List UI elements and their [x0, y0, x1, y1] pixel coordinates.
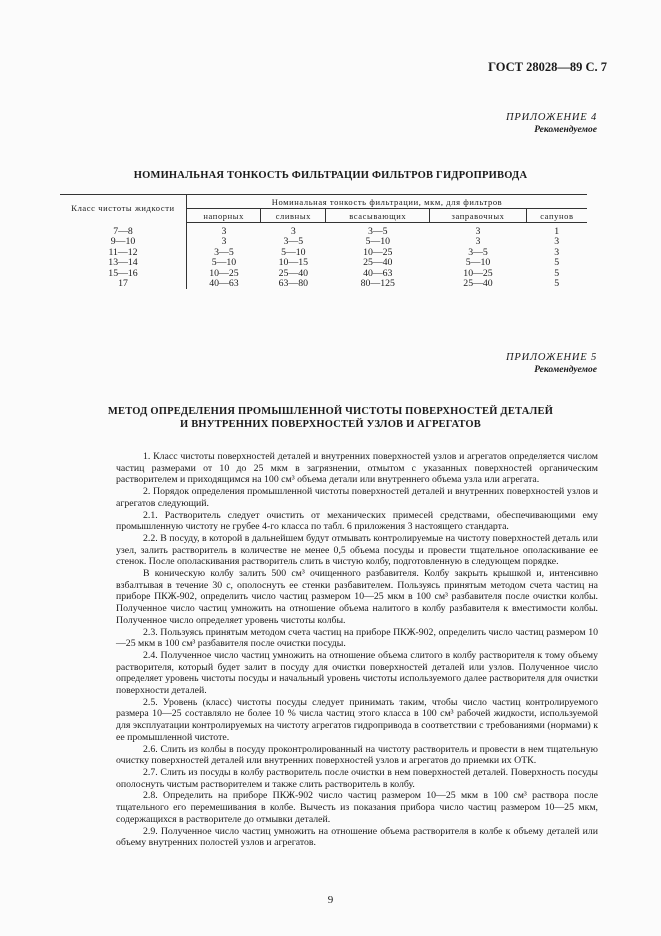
paragraph: 2.4. Полученное число частиц умножить на отношение объема слитого в колбу растворителя к тому объему растворителя, который будет залит в посуду для очистки поверхностей деталей или узлов. Полученное число определяет уровень чистоты посуды и начальный уровень чистоты используемого далее растворителя для очистки поверхности деталей.	[116, 649, 598, 697]
table-cell: 5—10	[211, 257, 237, 269]
paragraph: В коническую колбу залить 500 см³ очищенного разбавителя. Колбу закрыть крышкой и, интенсивно взбалтывая в течение 30 с, ополоснуть ее стенки разбавителем. Пользуясь принятым методом счета частиц на приборе ПКЖ-902, определить число частиц размером 10—25 мкм в 100 см³ разбавителя после очистки колбы. Полученное число частиц умножить на отношение объема налитого в колбу разбавителя к вместимости колбы. Полученное число определяет уровень чистоты колбы.	[116, 568, 598, 626]
table-cell: 3—5	[367, 226, 388, 237]
paragraph: 2.6. Слить из колбы в посуду проконтролированный на чистоту растворитель и провести в нем тщательную очистку поверхностей деталей или внутренних поверхностей узлов и агрегатов до приемки их ОТК.	[116, 743, 598, 767]
table-row	[60, 223, 587, 238]
page-number: 9	[327, 894, 334, 906]
table-cell: 40—63	[209, 278, 239, 290]
table-row	[60, 258, 587, 268]
paragraph: 2.2. В посуду, в которой в дальнейшем будут отмывать контролируемые на чистоту поверхностей деталь или узел, залить растворитель в количестве не менее 0,5 объема посуды и провести тщательное ополаскивание ее стенок. После ополаскивания растворитель слить в чистую колбу, подготовленную в следующем порядке.	[116, 532, 598, 568]
table-cell: 9—10	[60, 237, 187, 247]
table-row	[60, 279, 587, 289]
table-cell: 13—14	[60, 258, 187, 268]
column-header: сапунов	[526, 209, 587, 223]
table-cell: 10—25	[209, 267, 239, 279]
method-title-line-1: МЕТОД ОПРЕДЕЛЕНИЯ ПРОМЫШЛЕННОЙ ЧИСТОТЫ ПОВЕРХНОСТЕЙ ДЕТАЛЕЙ	[107, 406, 554, 417]
table-cell: 5	[554, 278, 560, 290]
filtration-group-header: Номинальная тонкость фильтрации, мкм, для фильтров	[187, 195, 588, 209]
table-title: НОМИНАЛЬНАЯ ТОНКОСТЬ ФИЛЬТРАЦИИ ФИЛЬТРОВ ГИДРОПРИВОДА	[133, 170, 528, 181]
table-cell: 17	[60, 279, 187, 289]
table-cell: 25—40	[463, 278, 493, 290]
table-cell: 5—10	[365, 236, 390, 248]
appendix-5-title: ПРИЛОЖЕНИЕ 5	[506, 352, 597, 363]
paragraph: 2.3. Пользуясь принятым методом счета частиц на приборе ПКЖ-902, определить число частиц размером 10—25 мкм в 100 см³ разбавителя после очистки посуды.	[116, 626, 598, 650]
column-header: всасывающих	[326, 209, 430, 223]
table-cell: 3	[221, 236, 227, 248]
appendix-4-note: Рекомендуемое	[534, 125, 597, 135]
table-cell: 25—40	[278, 267, 309, 279]
table-cell: 3	[475, 236, 481, 248]
column-header: заправочных	[430, 209, 527, 223]
table-cell: 3—5	[283, 236, 304, 248]
paragraph: 2.7. Слить из посуды в колбу растворитель после очистки в нем поверхностей деталей. Поверхность посуды ополоснуть чистым растворителем и также слить растворитель в колбу.	[116, 766, 598, 790]
method-body	[116, 451, 598, 849]
table-cell: 5	[554, 257, 560, 269]
column-header: напорных	[187, 209, 261, 223]
table-cell: 10—25	[463, 267, 493, 279]
paragraph: 2.5. Уровень (класс) чистоты посуды следует принимать таким, чтобы число частиц контролируемого размера 10—25 составляло не более 10 % числа частиц этого класса в 100 см³ рабочей жидкости, используемой для эксплуатации контролируемых на чистоту агрегатов гидропривода в соответствии с требованиями (нормами) к ее промышленной чистоте.	[116, 696, 598, 743]
appendix-5-note: Рекомендуемое	[534, 365, 597, 375]
table-cell: 3	[221, 226, 227, 237]
table-cell: 80—125	[360, 278, 395, 290]
paragraph: 2.9. Полученное число частиц умножить на отношение объема растворителя в колбе к объему деталей или объему внутренних полостей узлов и агрегатов.	[116, 825, 598, 849]
appendix-4-title: ПРИЛОЖЕНИЕ 4	[506, 112, 597, 123]
filtration-table	[60, 194, 587, 289]
table-cell: 1	[554, 226, 560, 237]
appendix-5-label	[506, 352, 597, 376]
paragraph: 1. Класс чистоты поверхностей деталей и внутренних поверхностей узлов и агрегатов определяется числом частиц размерами от 10 до 25 мкм в загрязнении, отмытом с указанных поверхностей органическим растворителем и приходящимся на 100 см³ объема детали или внутреннего объема узла или агрегата.	[116, 451, 598, 486]
table-cell: 25—40	[363, 257, 393, 269]
table-cell: 3	[554, 246, 560, 258]
table-cell: 3—5	[468, 246, 488, 258]
table-row	[60, 248, 587, 258]
appendix-4-label	[506, 112, 597, 136]
table-cell: 11—12	[60, 248, 187, 258]
table-cell: 5	[554, 267, 560, 279]
table-cell: 5—10	[465, 257, 491, 269]
document-header: ГОСТ 28028—89 С. 7	[488, 60, 607, 74]
column-header: сливных	[261, 209, 326, 223]
table-cell: 3	[290, 226, 296, 237]
paragraph: 2.1. Растворитель следует очистить от механических примесей средствами, обеспечивающими ему промышленную чистоту не грубее 4-го класса по табл. 6 приложения 3 настоящего стандарта.	[116, 509, 598, 533]
table-cell: 3	[475, 226, 481, 237]
paragraph: 2.8. Определить на приборе ПКЖ-902 число частиц размером 10—25 мкм в 100 см³ раствора после тщательного его перемешивания в колбе. Вычесть из показания прибора число частиц размером 10—25 мкм, содержащихся в растворителе до отмывки деталей.	[116, 790, 598, 825]
class-column-header: Класс чистоты жидкости	[60, 195, 187, 223]
table-row	[60, 237, 587, 247]
table-cell: 63—80	[278, 278, 309, 290]
table-cell: 5—10	[281, 246, 306, 258]
method-title-line-2: И ВНУТРЕННИХ ПОВЕРХНОСТЕЙ УЗЛОВ И АГРЕГАТОВ	[180, 419, 481, 430]
table-cell: 3	[554, 236, 560, 248]
table-cell: 10—15	[278, 257, 309, 269]
table-cell: 7—8	[60, 223, 187, 238]
table-cell: 15—16	[60, 269, 187, 279]
table-cell: 10—25	[363, 246, 393, 258]
table-cell: 3—5	[214, 246, 234, 258]
table-row	[60, 269, 587, 279]
paragraph: 2. Порядок определения промышленной чистоты поверхностей деталей и внутренних поверхностей узлов и агрегатов следующий.	[116, 486, 598, 509]
table-cell: 40—63	[363, 267, 393, 279]
